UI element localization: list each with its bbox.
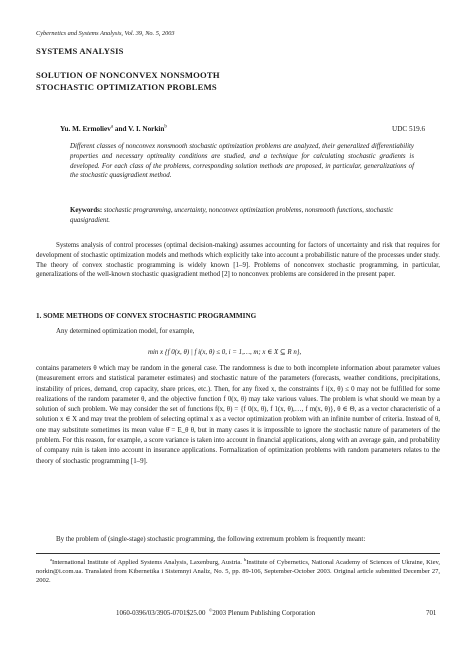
copyright-symbol: © [208,607,213,613]
abstract: Different classes of nonconvex nonsmooth stochastic optimization problems are analyzed, their generalized differentiability properties and necessary optimality conditions are studied, and a technique for calculating stochastic gradients is developed. For each class of the problems, corresponding solution methods are proposed, in particular, generalizations of the stochastic quasigradient method. [70,143,414,180]
copyright-line [116,607,316,617]
intro-paragraph: Systems analysis of control processes (optimal decision-making) assumes accounting for factors of uncertainty and risk that requires for development of stochastic optimization models and methods which explicitly take into account a probabilistic nature of the processes under study. The theory of convex stochastic programming is widely known [1–9]. Problems of nonconvex stochastic programming, in particular, generalizations of the well-known stochastic quasigradient method [2] to nonconvex problems are considered in the present paper. [36,242,440,279]
paper-title [36,69,220,93]
footnote-a-marker: a [50,556,53,562]
body-paragraph: contains parameters θ which may be random in the general case. The randomness is due to both incomplete information about parameter values (measurement errors and statistical parameter estimates) and stochastic nature of the parameters (forecasts, weather conditions, precipitations, instability of prices, demand, crop capacity, share prices, etc.). Then, for any fixed x, the constraints f i(x, θ) ≤ 0 may not be fulfilled for some realizations of the random parameter θ, and the objective function f 0(x, θ) may take various values. The problem is what should we mean by a solution of such problem. We may consider the set of functions f(x, θ) = {f 0(x, θ), f 1(x, θ),…, f m(x, θ)}, θ ∈ Θ, as a vector characteristic of a solution x ∈ X and may treat the problem of selecting optimal x as a vector optimization problem with an infinite number of criteria. Instead of θ, one may substitute sometimes its mean value θ̄ = E_θ θ, but in many cases it is impossible to ignore the stochastic nature of parameters of the problem. For this reason, for example, a score variance is taken into account in financial applications, along with an average gain, and probability of company ruin is taken into account in insurance applications. Formalization of optimization problems with random parameters relates to the theory of stochastic programming [1–9]. [36,365,440,465]
journal-citation: Cybernetics and Systems Analysis, Vol. 39, No. 5, 2003 [36,30,175,37]
udc-code: UDC 519.6 [392,125,426,133]
article-code: 1060-0396/03/3905-0701$25.00 [116,610,206,617]
title-line-2: STOCHASTIC OPTIMIZATION PROBLEMS [36,82,217,92]
author-2-affil: b [164,124,167,130]
copyright-text: 2003 Plenum Publishing Corporation [212,610,316,617]
footnote-divider [36,553,440,554]
footnote-b-text: Institute of Cybernetics, National Academy of Sciences of Ukraine, Kiev, norkin@i.com.ua. Translated from Kibernetika i Sistemnyi Analiz, No. 5, pp. 89-106, September-October 2003. Original article submitted December 27, 2002. [36,559,440,584]
equation-1: min x {f 0(x, θ) | f i(x, θ) ≤ 0, i = 1,…, m; x ∈ X ⊆ R n}, [148,349,302,356]
authors [60,125,167,133]
footnote [36,558,440,585]
title-line-1: SOLUTION OF NONCONVEX NONSMOOTH [36,70,220,80]
keywords-label: Keywords: [70,207,103,214]
author-conj: and [113,125,129,133]
section-heading: SYSTEMS ANALYSIS [36,46,124,56]
author-1-affil: a [110,124,114,130]
section-1-heading: 1. SOME METHODS OF CONVEX STOCHASTIC PROGRAMMING [36,312,257,320]
section-1-lead: Any determined optimization model, for example, [56,328,195,335]
page-number: 701 [426,610,437,617]
keywords [70,206,414,226]
footnote-a-text: International Institute of Applied Systems Analysis, Laxenburg, Austria. [52,559,242,566]
author-2: V. I. Norkin [128,125,165,133]
keywords-text: stochastic programming, uncertainty, nonconvex optimization problems, nonsmooth functions, stochastic quasigradient. [70,207,394,224]
author-1: Yu. M. Ermoliev [60,125,111,133]
body-paragraph-lead: By the problem of (single-stage) stochastic programming, the following extremum problem is frequently meant: [56,536,366,543]
footnote-b-marker: b [243,556,247,562]
